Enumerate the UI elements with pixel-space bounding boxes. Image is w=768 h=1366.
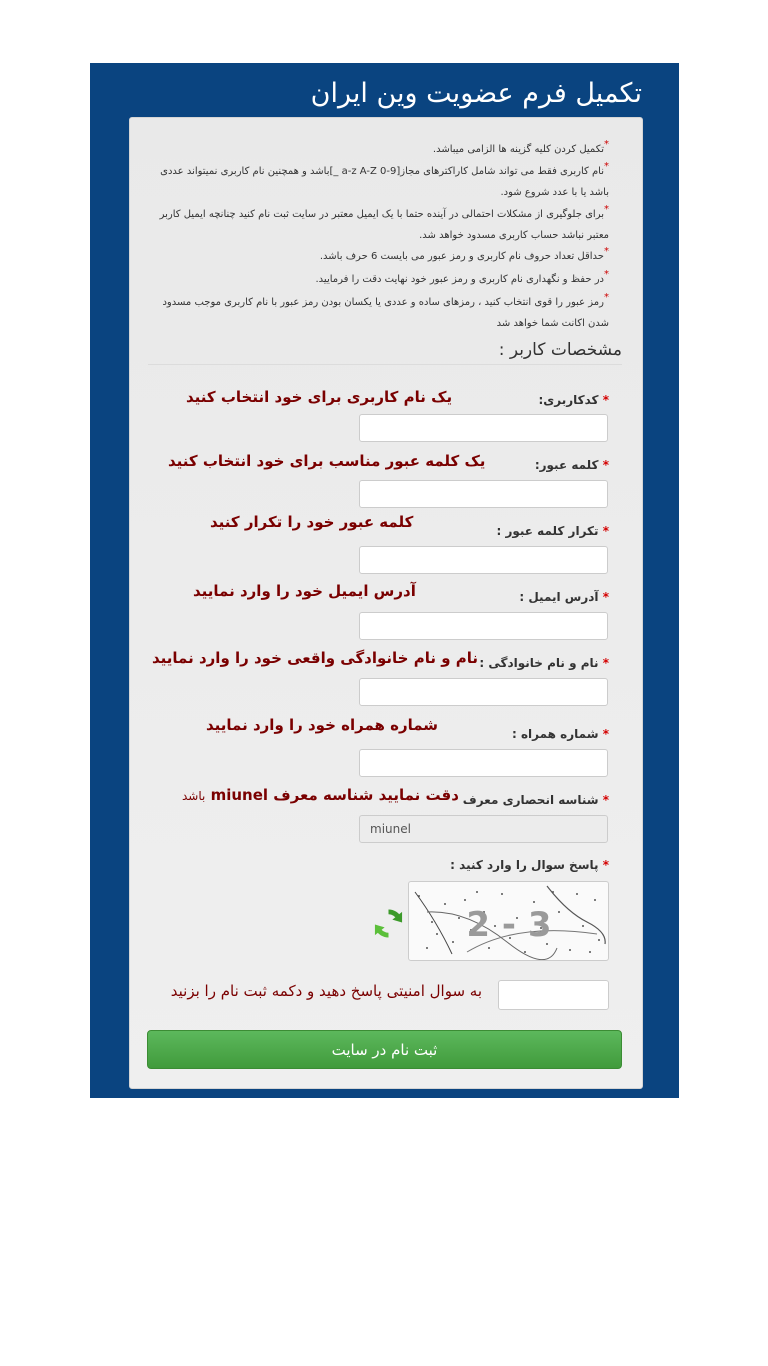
email-label: * آدرس ایمیل :: [519, 590, 609, 604]
section-divider: [148, 364, 622, 365]
username-label: * کدکاربری:: [538, 393, 609, 407]
referrer-input[interactable]: [359, 815, 608, 843]
password-input[interactable]: [359, 480, 608, 508]
mobile-label: * شماره همراه :: [512, 727, 609, 741]
captcha-text: 3 - 2: [466, 905, 552, 945]
password-repeat-label: * تکرار کلمه عبور :: [496, 524, 609, 538]
referrer-label: * شناسه انحصاری معرف: [462, 793, 609, 807]
captcha-label: * پاسخ سوال را وارد کنید :: [450, 858, 609, 872]
section-title: مشخصات کاربر :: [498, 340, 622, 360]
fullname-input[interactable]: [359, 678, 608, 706]
referrer-hint: دقت نمایید شناسه معرف miunel باشد: [182, 786, 459, 804]
captcha-answer-input[interactable]: [498, 980, 609, 1010]
username-input[interactable]: [359, 414, 608, 442]
rule-item: *تکمیل کردن کلیه گزینه ها الزامی میباشد.: [432, 139, 609, 155]
rule-item: *در حفظ و نگهداری نام کاربری و رمز عبور خود نهایت دقت را فرمایید.: [315, 269, 609, 285]
email-hint: آدرس ایمیل خود را وارد نمایید: [193, 582, 416, 600]
answer-hint: به سوال امنیتی پاسخ دهید و دکمه ثبت نام را بزنید: [170, 982, 482, 1000]
register-button[interactable]: ثبت نام در سایت: [147, 1030, 622, 1069]
email-input[interactable]: [359, 612, 608, 640]
rule-item: *حداقل تعداد حروف نام کاربری و رمز عبور می بایست 6 حرف باشد.: [319, 246, 609, 262]
mobile-hint: شماره همراه خود را وارد نمایید: [206, 716, 439, 734]
username-hint: یک نام کاربری برای خود انتخاب کنید: [186, 388, 453, 406]
mobile-input[interactable]: [359, 749, 608, 777]
rule-item: *رمز عبور را قوی انتخاب کنید ، رمزهای ساده و عددی یا یکسان بودن رمز عبور با نام کاربری موجب مسدود شدن اکانت شما خواهد شد: [162, 292, 609, 329]
refresh-icon[interactable]: [373, 908, 404, 939]
password-repeat-input[interactable]: [359, 546, 608, 574]
fullname-hint: نام و نام خانوادگی واقعی خود را وارد نمایید: [152, 649, 478, 667]
rule-item: *برای جلوگیری از مشکلات احتمالی در آینده حتما با یک ایمیل معتبر در سایت ثبت نام کنید چنانچه ایمیل کاربر معتبر نباشد حساب کاربری مسدود خواهد شد.: [159, 204, 609, 241]
captcha-image: [408, 881, 609, 961]
password-repeat-hint: کلمه عبور خود را تکرار کنید: [210, 513, 414, 531]
fullname-label: * نام و نام خانوادگی :: [479, 656, 609, 670]
password-hint: یک کلمه عبور مناسب برای خود انتخاب کنید: [168, 452, 486, 470]
page-title: تکمیل فرم عضویت وین ایران: [310, 78, 642, 109]
password-label: * کلمه عبور:: [534, 458, 609, 472]
rule-item: *نام کاربری فقط می تواند شامل کاراکترهای مجاز[a-z A-Z 0-9 _]باشد و همچنین نام کاربری نمیتواند عددی باشد یا با عدد شروع شود.: [160, 161, 609, 198]
